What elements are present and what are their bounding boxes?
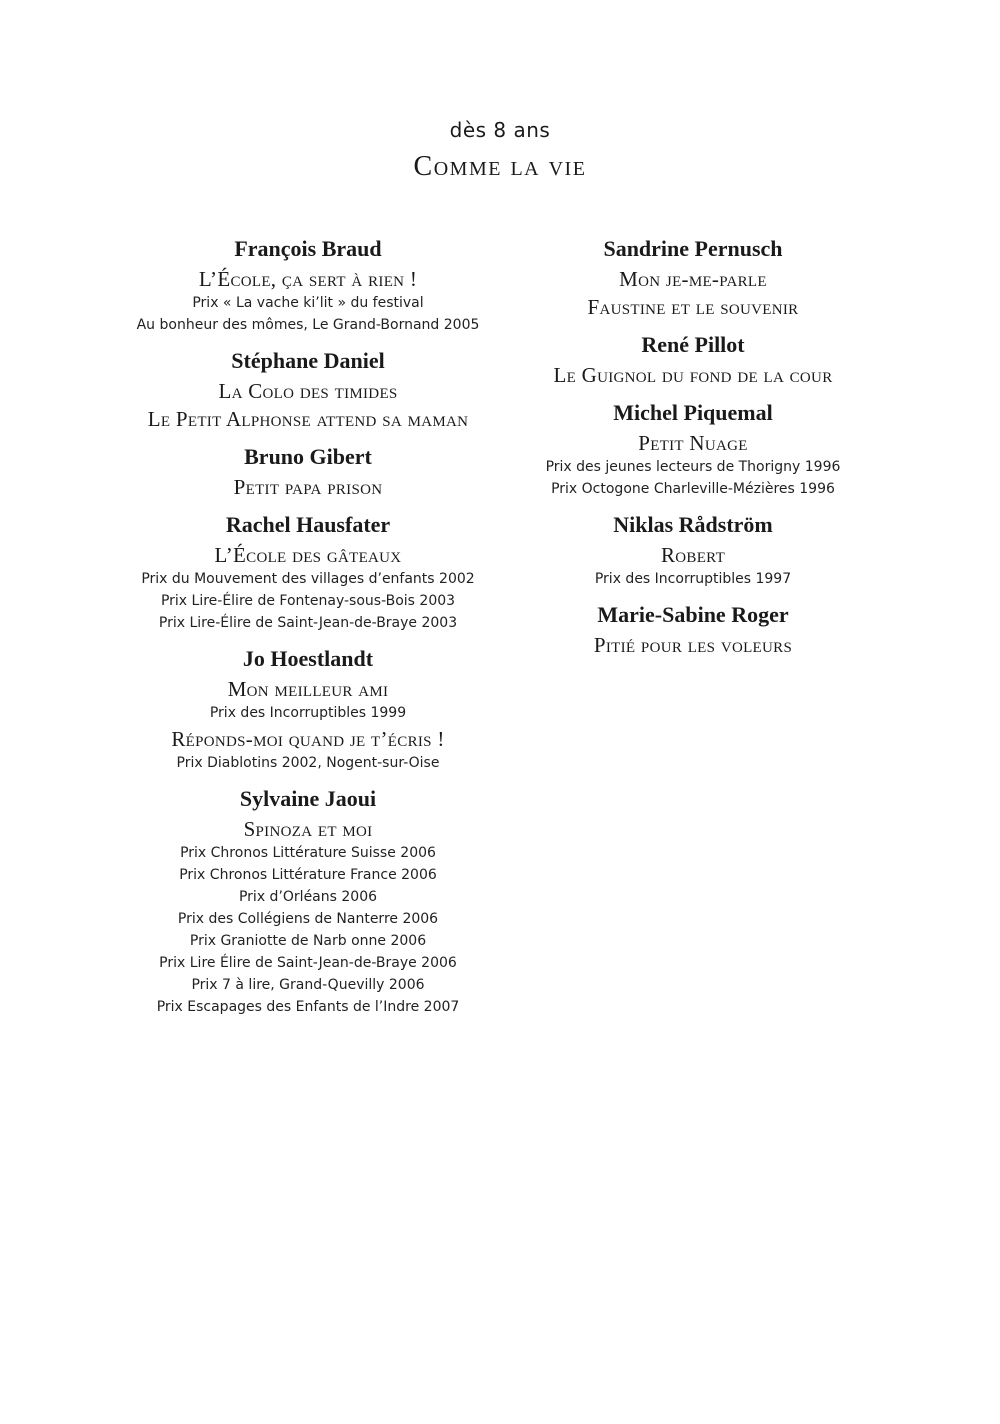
author-entry: [493, 398, 893, 500]
prize-item: Prix des Collégiens de Nanterre 2006: [177, 911, 439, 927]
author-name: Stéphane Daniel: [231, 348, 385, 373]
book-title: La Colo des timides: [218, 379, 398, 403]
author-name: Rachel Hausfater: [225, 512, 391, 537]
book-entry: [108, 816, 508, 1018]
author-entry: [493, 510, 893, 590]
book-entry: [108, 266, 508, 336]
author-entry: [108, 644, 508, 774]
book-entry: [493, 542, 893, 590]
book-title: Robert: [660, 543, 726, 567]
prize-list: [108, 842, 508, 1018]
book-title: Mon je-me-parle: [619, 267, 767, 291]
author-name: Sylvaine Jaoui: [239, 786, 377, 811]
book-title: L’École, ça sert à rien !: [198, 267, 418, 291]
prize-list: [108, 292, 508, 336]
author-name: René Pillot: [641, 332, 745, 357]
book-entry: [493, 266, 893, 292]
book-title: Mon meilleur ami: [227, 677, 389, 701]
prize-item: Prix des Incorruptibles 1997: [594, 571, 792, 587]
prize-list: [493, 456, 893, 500]
prize-item: Au bonheur des mômes, Le Grand-Bornand 2005: [136, 317, 480, 333]
book-entry: [108, 542, 508, 634]
prize-item: Prix « La vache ki’lit » du festival: [192, 295, 424, 311]
author-entry: [108, 234, 508, 336]
book-title: Petit papa prison: [233, 475, 383, 499]
author-name: François Braud: [234, 236, 382, 261]
prize-item: Prix 7 à lire, Grand-Quevilly 2006: [191, 977, 425, 993]
book-entry: [108, 474, 508, 500]
book-entry: [493, 362, 893, 388]
book-entry: [493, 430, 893, 500]
book-entry: [108, 378, 508, 404]
book-title: Pitié pour les voleurs: [593, 633, 793, 657]
prize-item: Prix Graniotte de Narb onne 2006: [189, 933, 427, 949]
book-title: Le Petit Alphonse attend sa maman: [147, 407, 469, 431]
prize-list: [108, 702, 508, 724]
prize-list: [493, 568, 893, 590]
author-name: Niklas Rådström: [613, 512, 773, 537]
prize-item: Prix des jeunes lecteurs de Thorigny 1996: [545, 459, 841, 475]
prize-item: Prix Lire-Élire de Fontenay-sous-Bois 2003: [160, 593, 456, 609]
prize-list: [108, 752, 508, 774]
prize-item: Prix des Incorruptibles 1999: [209, 705, 407, 721]
prize-item: Prix Escapages des Enfants de l’Indre 2007: [156, 999, 460, 1015]
author-entry: [493, 600, 893, 658]
author-entry: [108, 784, 508, 1018]
prize-item: Prix d’Orléans 2006: [238, 889, 378, 905]
prize-item: Prix Chronos Littérature Suisse 2006: [180, 845, 436, 861]
right-column: [493, 234, 893, 668]
left-column: [108, 234, 508, 1028]
author-name: Michel Piquemal: [613, 400, 773, 425]
page-header: [0, 116, 1000, 184]
prize-item: Prix Lire Élire de Saint-Jean-de-Braye 2006: [159, 955, 457, 971]
author-name: Bruno Gibert: [244, 444, 372, 469]
book-title: Spinoza et moi: [243, 817, 373, 841]
book-entry: [493, 294, 893, 320]
book-title: Faustine et le souvenir: [587, 295, 799, 319]
book-title: Petit Nuage: [638, 431, 748, 455]
prize-item: Prix Lire-Élire de Saint-Jean-de-Braye 2003: [158, 615, 458, 631]
author-entry: [108, 442, 508, 500]
book-title: Le Guignol du fond de la cour: [553, 363, 833, 387]
author-entry: [493, 330, 893, 388]
author-entry: [493, 234, 893, 320]
age-range-label: dès 8 ans: [449, 118, 551, 142]
author-name: Marie-Sabine Roger: [597, 602, 789, 627]
prize-list: [108, 568, 508, 634]
book-title: L’École des gâteaux: [214, 543, 402, 567]
prize-item: Prix du Mouvement des villages d’enfants 2002: [141, 571, 475, 587]
prize-item: Prix Chronos Littérature France 2006: [179, 867, 437, 883]
author-name: Jo Hoestlandt: [242, 646, 374, 671]
prize-item: Prix Octogone Charleville-Mézières 1996: [551, 481, 835, 497]
book-title: Réponds-moi quand je t’écris !: [171, 727, 445, 751]
author-entry: [108, 346, 508, 432]
book-entry: [108, 676, 508, 724]
collection-title: Comme la vie: [413, 151, 587, 182]
book-entry: [108, 726, 508, 774]
author-entry: [108, 510, 508, 634]
book-entry: [493, 632, 893, 658]
author-name: Sandrine Pernusch: [603, 236, 783, 261]
prize-item: Prix Diablotins 2002, Nogent-sur-Oise: [176, 755, 440, 771]
book-entry: [108, 406, 508, 432]
